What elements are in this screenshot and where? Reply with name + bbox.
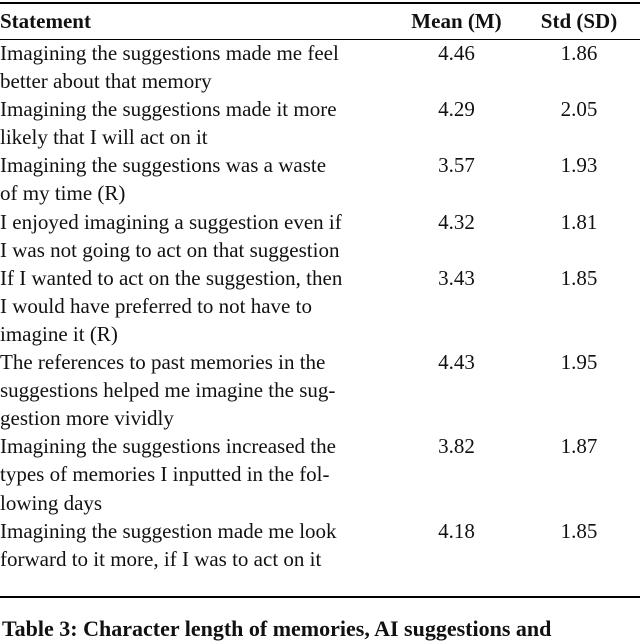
statement-cell: [0, 264, 395, 348]
statement-line: gestion more vividly: [0, 406, 174, 431]
mean-cell: 4.18: [438, 518, 475, 543]
statement-line: Imagining the suggestions made me feel: [0, 41, 339, 65]
std-cell: 1.93: [560, 153, 598, 178]
mean-cell: 3.57: [438, 153, 475, 178]
std-cell: 2.05: [560, 97, 598, 122]
statement-line: lowing days: [0, 490, 103, 515]
statement-line: better about that memory: [0, 69, 212, 94]
header-row: [0, 4, 640, 39]
survey-statistics-table: [0, 4, 640, 573]
table-row: [0, 39, 640, 95]
statement-line: I would have preferred to not have to: [0, 293, 312, 318]
statement-line: types of memories I inputted in the fol-: [0, 462, 330, 487]
mean-cell: 4.32: [438, 209, 475, 234]
table-row: [0, 95, 640, 151]
table-row: [0, 151, 640, 207]
statement-cell: [0, 39, 395, 95]
statement-line: If I wanted to act on the suggestion, then: [0, 265, 343, 290]
statement-line: likely that I will act on it: [0, 125, 208, 150]
statement-line: Imagining the suggestions was a waste: [0, 153, 327, 178]
statement-line: of my time (R): [0, 181, 126, 206]
mean-cell: 4.29: [438, 97, 475, 122]
table-row: [0, 208, 640, 264]
table-row: [0, 264, 640, 348]
mean-cell: 3.82: [438, 434, 475, 459]
statement-cell: [0, 348, 395, 432]
statement-cell: [0, 95, 395, 151]
statement-line: imagine it (R): [0, 321, 118, 346]
header-std: Std (SD): [540, 9, 618, 33]
statement-line: The references to past memories in the: [0, 350, 326, 375]
std-cell: 1.85: [560, 265, 598, 290]
statement-cell: [0, 517, 395, 573]
statement-line: Imagining the suggestions increased the: [0, 434, 336, 459]
statement-cell: [0, 151, 395, 207]
statement-line: Imagining the suggestions made it more: [0, 97, 337, 122]
std-cell: 1.87: [560, 434, 598, 459]
table-row: [0, 517, 640, 573]
std-cell: 1.81: [560, 209, 598, 234]
statement-line: Imagining the suggestion made me look: [0, 518, 337, 543]
statement-line: I enjoyed imagining a suggestion even if: [0, 209, 342, 234]
statement-line: forward to it more, if I was to act on it: [0, 546, 322, 571]
table-caption: Table 3: Character length of memories, AI suggestions and: [2, 616, 552, 641]
table-row: [0, 348, 640, 432]
statement-cell: [0, 432, 395, 516]
std-cell: 1.86: [560, 41, 598, 65]
statement-line: suggestions helped me imagine the sug-: [0, 378, 336, 403]
mean-cell: 4.46: [438, 41, 475, 65]
table-row: [0, 432, 640, 516]
mean-cell: 3.43: [438, 265, 475, 290]
table-bottom-rule: [0, 596, 640, 598]
header-statement: Statement: [0, 9, 91, 33]
statement-cell: [0, 208, 395, 264]
std-cell: 1.95: [560, 350, 598, 375]
statement-line: I was not going to act on that suggestion: [0, 237, 340, 262]
std-cell: 1.85: [560, 518, 598, 543]
header-mean: Mean (M): [411, 9, 502, 33]
mean-cell: 4.43: [438, 350, 475, 375]
